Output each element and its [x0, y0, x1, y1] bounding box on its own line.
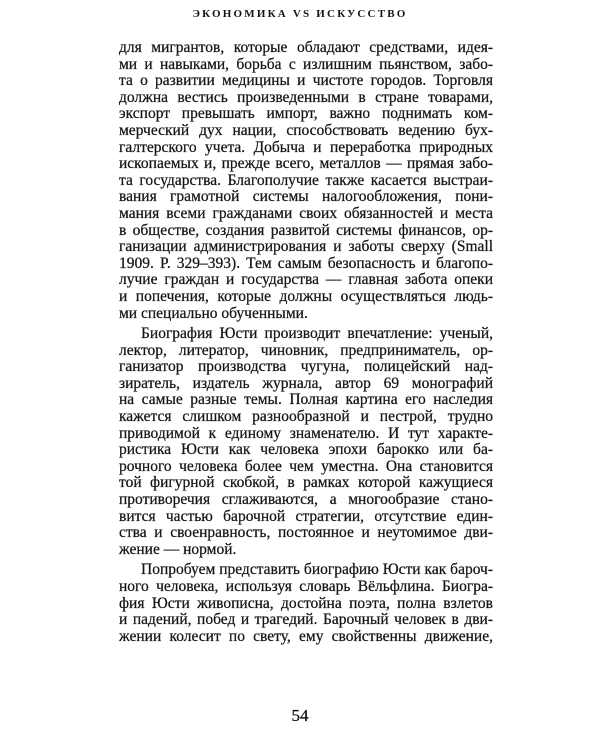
text-line: для мигрантов, которые обладают средствами, идея-: [119, 39, 493, 56]
text-line: зиратель, издатель журнала, автор 69 монографий: [119, 374, 493, 392]
page-body: [119, 40, 493, 649]
paragraph: [119, 562, 493, 645]
text-line: вания грамотной системы налогообложения, пони-: [119, 188, 493, 206]
text-line: лектор, литератор, чиновник, предприниматель, ор-: [119, 341, 493, 359]
text-line: должна вестись произведенными в стране товарами,: [119, 88, 493, 106]
text-line: экспорт превышать импорт, важно поднимать ком-: [119, 105, 493, 123]
text-line: та государства. Благополучие также касается выстраи-: [119, 171, 493, 189]
text-line: ми специально обученными.: [119, 304, 308, 322]
text-line: ископаемых и, прежде всего, металлов — прямая забо-: [119, 155, 493, 173]
running-header: ЭКОНОМИКА VS ИСКУССТВО: [192, 8, 408, 20]
text-line: 1909. P. 329–393). Тем самым безопасность и благопо-: [119, 254, 493, 272]
text-line: галтерского учета. Добыча и переработка природных: [119, 138, 493, 156]
text-line: ристика Юсти как человека эпохи барокко или ба-: [119, 441, 493, 459]
text-line: кажется слишком разнообразной и пестрой, трудно: [119, 408, 493, 426]
text-line: ганизации администрирования и заботы сверху (Small: [119, 238, 493, 256]
text-line: ного человека, используя словарь Вёльфлина. Биогра-: [119, 578, 493, 595]
text-line: лучие граждан и государства — главная забота опеки: [119, 271, 493, 289]
text-line: жении колесит по свету, ему свойственны движение,: [119, 627, 493, 645]
paragraph: [119, 40, 493, 322]
text-line: в обществе, создания развитой системы финансов, ор-: [119, 221, 493, 239]
text-line: мания всеми гражданами своих обязанностей и места: [119, 204, 493, 222]
text-line: фия Юсти живописна, достойна поэта, полна взлетов: [119, 594, 493, 612]
text-line: мерческий дух нации, способствовать ведению бух-: [119, 121, 493, 139]
text-line: рочного человека более чем уместна. Она становится: [119, 457, 493, 475]
text-line: и падений, побед и трагедий. Барочный человек в дви-: [119, 611, 493, 629]
text-line: и попечения, которые должны осуществляться людь-: [119, 287, 493, 305]
text-line: Биография Юсти производит впечатление: ученый,: [141, 325, 493, 343]
page-number: 54: [291, 706, 309, 725]
text-line: на самые разные темы. Полная картина его наследия: [119, 391, 493, 409]
text-line: ми и навыками, борьба с излишним пьянством, забо-: [119, 55, 493, 73]
text-line: ганизатор производства чугуна, полицейский над-: [119, 358, 493, 376]
text-line: приводимой к единому знаменателю. И тут характе-: [119, 424, 493, 442]
text-line: ства и своенравность, постоянное и неутомимое дви-: [119, 524, 493, 542]
text-line: той фигурной скобкой, в рамках которой кажущиеся: [119, 474, 493, 492]
text-line: вится частью барочной стратегии, отсутствие един-: [119, 507, 493, 525]
text-line: противоречия сглаживаются, а многообразие стано-: [119, 491, 493, 509]
text-line: жение — нормой.: [119, 540, 237, 558]
text-line: Попробуем представить биографию Юсти как бароч-: [141, 561, 493, 579]
paragraph: [119, 326, 493, 558]
text-line: та о развитии медицины и чистоте городов. Торговля: [119, 72, 493, 90]
